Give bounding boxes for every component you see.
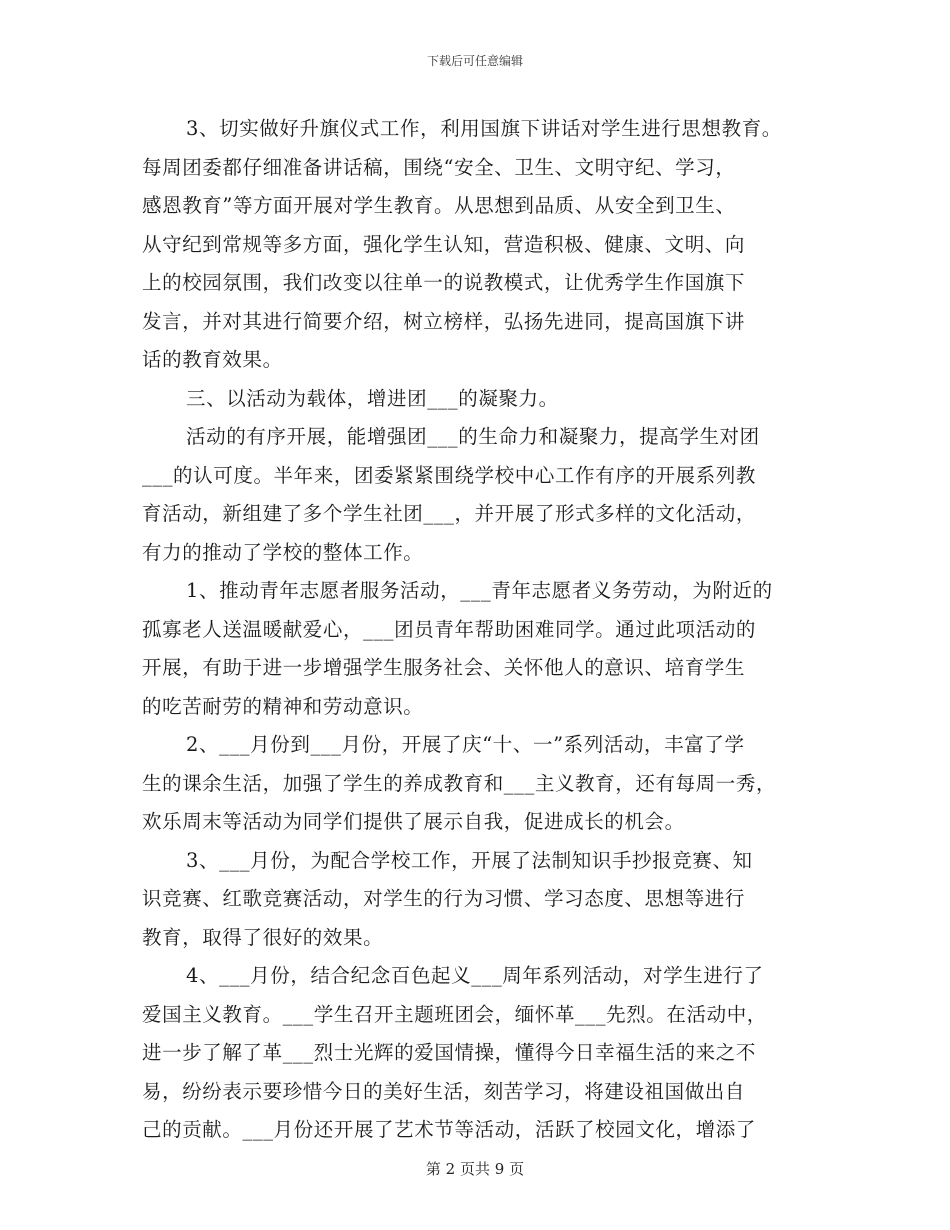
- text-line: 欢乐周末等活动为同学们提供了展示自我，促进成长的机会。: [142, 810, 685, 833]
- text-line: 有力的推动了学校的整体工作。: [142, 540, 424, 564]
- page-number-footer: 第 2 页共 9 页: [425, 1160, 525, 1178]
- text-line: 的吃苦耐劳的精神和劳动意识。: [142, 694, 424, 718]
- text-line: 教育，取得了很好的效果。: [142, 925, 384, 949]
- text-line: 话的教育效果。: [142, 348, 283, 371]
- text-line: 3、___月份，为配合学校工作，开展了法制知识手抄报竞赛、知: [186, 848, 753, 872]
- text-line: 每周团委都仔细准备讲话稿，围绕“安全、卫生、文明守纪、学习，: [142, 155, 736, 179]
- text-line: 从守纪到常规等多方面，强化学生认知，营造积极、健康、文明、向: [142, 232, 746, 256]
- text-line: 易，纷纷表示要珍惜今日的美好生活，刻苦学习，将建设祖国做出自: [142, 1079, 746, 1103]
- text-line: 4、___月份，结合纪念百色起义___周年系列活动，对学生进行了: [186, 964, 764, 987]
- text-line: 爱国主义教育。___学生召开主题班团会，缅怀革___先烈。在活动中，: [142, 1002, 767, 1026]
- text-line: 2、___月份到___月份，开展了庆“十、一”系列活动，丰富了学: [186, 733, 745, 756]
- text-line: 己的贡献。___月份还开展了艺术节等活动，活跃了校园文化，增添了: [142, 1118, 756, 1141]
- document-body: [142, 110, 822, 1150]
- text-line: 育活动，新组建了多个学生社团___，并开展了形式多样的文化活动，: [142, 502, 756, 525]
- text-line: 孤寡老人送温暖献爱心，___团员青年帮助困难同学。通过此项活动的: [142, 617, 756, 641]
- text-line: 活动的有序开展，能增强团___的生命力和凝聚力，提高学生对团: [186, 425, 760, 448]
- text-line: 三、以活动为载体，增进团___的凝聚力。: [186, 386, 559, 410]
- text-line: ___的认可度。半年来，团委紧紧围绕学校中心工作有序的开展系列教: [142, 463, 756, 487]
- text-line: 开展，有助于进一步增强学生服务社会、关怀他人的意识、培育学生: [142, 656, 746, 679]
- text-line: 感恩教育”等方面开展对学生教育。从思想到品质、从安全到卫生、: [142, 194, 736, 217]
- text-line: 进一步了解了革___烈士光辉的爱国情操，懂得今日幸福生活的来之不: [142, 1041, 756, 1064]
- text-line: 3、切实做好升旗仪式工作，利用国旗下讲话对学生进行思想教育。: [186, 117, 782, 140]
- text-line: 上的校园氛围，我们改变以往单一的说教模式，让优秀学生作国旗下: [142, 271, 746, 294]
- text-line: 识竞赛、红歌竞赛活动，对学生的行为习惯、学习态度、思想等进行: [142, 887, 746, 910]
- text-line: 生的课余生活，加强了学生的养成教育和___主义教育，还有每周一秀，: [142, 771, 777, 795]
- text-line: 1、推动青年志愿者服务活动，___青年志愿者义务劳动，为附近的: [186, 579, 773, 602]
- text-line: 发言，并对其进行简要介绍，树立榜样，弘扬先进同，提高国旗下讲: [142, 309, 746, 333]
- page-header: 下载后可任意编辑: [426, 54, 523, 68]
